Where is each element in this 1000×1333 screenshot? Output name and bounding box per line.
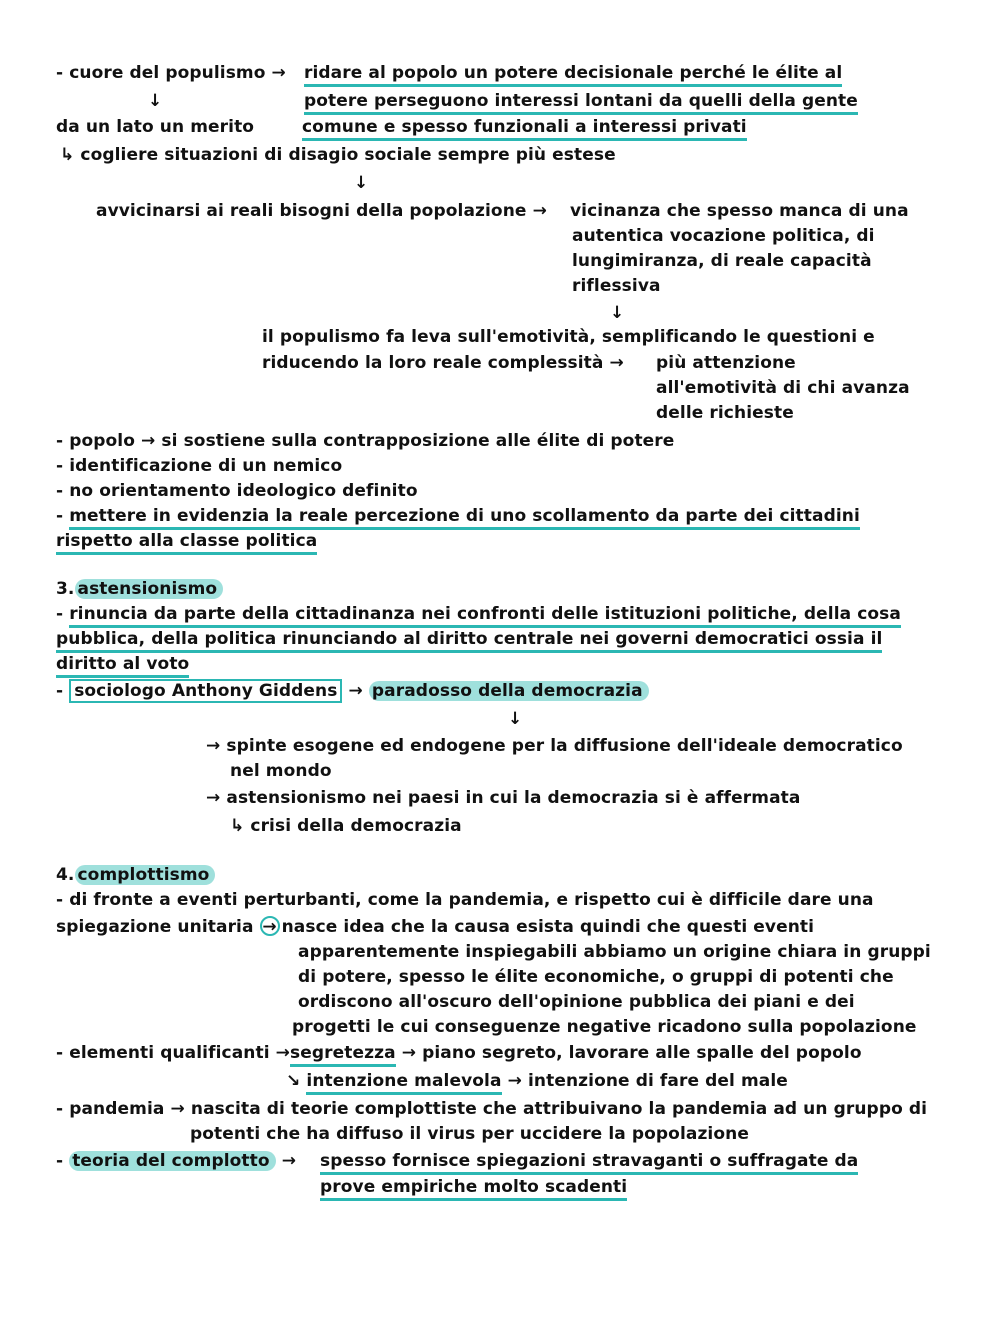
arrow-down-icon: ↓ xyxy=(148,91,163,111)
elementi-qualificanti-line xyxy=(56,1042,862,1064)
bullet-popolo xyxy=(56,430,674,452)
complottismo-line-3: apparentemente inspiegabili abbiamo un origine chiara in gruppi xyxy=(298,942,931,962)
text: popolo xyxy=(69,431,135,451)
populismo-line-12 xyxy=(262,352,624,374)
text: nasce idea che la causa esista quindi che questi eventi xyxy=(281,917,815,937)
hook-arrow-icon: ↳ xyxy=(60,145,75,165)
section-heading-astensionismo xyxy=(56,578,223,600)
paradosso-point-1 xyxy=(206,735,903,757)
dash: - xyxy=(56,890,70,910)
underlined-text: mettere in evidenzia la reale percezione di uno scollamento da parte dei cittadini xyxy=(69,506,860,530)
text: piano segreto, lavorare alle spalle del popolo xyxy=(422,1043,862,1063)
text: crisi della democrazia xyxy=(250,816,462,836)
populismo-line-2-right xyxy=(304,90,858,112)
arrow-down-icon: ↓ xyxy=(508,709,523,729)
dash: - xyxy=(56,431,70,451)
underlined-text: potere perseguono interessi lontani da quelli della gente xyxy=(304,91,858,115)
arrow-right-icon: → xyxy=(401,1043,417,1063)
dash: - xyxy=(56,1099,70,1119)
hook-arrow-icon: ↳ xyxy=(230,816,245,836)
populismo-line-6-right: vicinanza che spesso manca di una xyxy=(570,201,909,221)
section-heading-complottismo xyxy=(56,864,215,886)
astensionismo-def-2 xyxy=(56,628,882,650)
arrow-down-icon: ↓ xyxy=(610,303,625,323)
arrow-right-icon: → xyxy=(206,788,221,808)
arrow-down-icon: ↓ xyxy=(354,173,369,193)
populismo-line-12-right: più attenzione xyxy=(656,353,796,373)
highlighted-text: paradosso della democrazia xyxy=(369,681,649,701)
section-title: complottismo xyxy=(75,865,216,885)
bullet-nemico xyxy=(56,455,342,477)
underlined-text: ridare al popolo un potere decisionale perché le élite al xyxy=(304,63,842,87)
arrow-right-icon: → xyxy=(271,63,286,83)
arrow-right-icon: → xyxy=(532,201,547,221)
section-title: astensionismo xyxy=(75,579,224,599)
text: avvicinarsi ai reali bisogni della popolazione xyxy=(96,201,527,221)
arrow-right-icon: → xyxy=(507,1071,522,1091)
text: di fronte a eventi perturbanti, come la pandemia, e rispetto cui è difficile dare una xyxy=(69,890,874,910)
populismo-line-1 xyxy=(56,62,286,84)
pandemia-line xyxy=(56,1098,927,1120)
complottismo-line-2 xyxy=(56,916,814,938)
complottismo-line-4: di potere, spesso le élite economiche, o gruppi di potenti che xyxy=(298,967,894,987)
populismo-line-7: autentica vocazione politica, di xyxy=(572,226,875,246)
populismo-line-3-right xyxy=(302,116,747,138)
paradosso-point-3 xyxy=(230,815,462,837)
section-number: 4. xyxy=(56,865,75,885)
intenzione-line xyxy=(286,1070,788,1092)
boxed-text: sociologo Anthony Giddens xyxy=(69,679,342,703)
arrow-down-right-icon: ↘ xyxy=(286,1071,301,1091)
text: cogliere situazioni di disagio sociale sempre più estese xyxy=(80,145,616,165)
populismo-line-13: all'emotività di chi avanza xyxy=(656,378,910,398)
dash: - xyxy=(56,681,70,701)
underlined-text: diritto al voto xyxy=(56,654,189,678)
paradosso-point-2 xyxy=(206,787,800,809)
underlined-text: pubblica, della politica rinunciando al diritto centrale nei governi democratici ossia il xyxy=(56,629,882,653)
populismo-line-6-left xyxy=(96,200,547,222)
dash: - xyxy=(56,1151,70,1171)
populismo-line-14: delle richieste xyxy=(656,403,794,423)
underlined-text: rispetto alla classe politica xyxy=(56,531,317,555)
bullet-scollamento xyxy=(56,505,860,527)
text: astensionismo nei paesi in cui la democrazia si è affermata xyxy=(226,788,801,808)
bullet-ideologico xyxy=(56,480,418,502)
populismo-line-3-left: da un lato un merito xyxy=(56,117,255,137)
populismo-line-4 xyxy=(60,144,616,166)
astensionismo-def-3 xyxy=(56,653,189,675)
dash: - xyxy=(56,1043,70,1063)
giddens-line xyxy=(56,680,649,702)
text: no orientamento ideologico definito xyxy=(69,481,418,501)
arrow-right-icon: → xyxy=(141,431,156,451)
dash: - xyxy=(56,506,70,526)
populismo-line-9: riflessiva xyxy=(572,276,661,296)
underlined-text: prove empiriche molto scadenti xyxy=(320,1177,627,1201)
dash: - xyxy=(56,481,70,501)
paradosso-point-1b: nel mondo xyxy=(230,761,332,781)
text: cuore del populismo xyxy=(69,63,266,83)
text: identificazione di un nemico xyxy=(69,456,343,476)
section-number: 3. xyxy=(56,579,75,599)
arrow-right-icon: → xyxy=(206,736,221,756)
astensionismo-def-1 xyxy=(56,603,901,625)
teoria-complotto-right xyxy=(320,1150,858,1172)
text: spinte esogene ed endogene per la diffusione dell'ideale democratico xyxy=(226,736,903,756)
complottismo-line-5: ordiscono all'oscuro dell'opinione pubblica dei piani e dei xyxy=(298,992,855,1012)
teoria-complotto-line xyxy=(56,1150,296,1172)
arrow-right-icon: → xyxy=(275,1043,291,1063)
text: intenzione di fare del male xyxy=(527,1071,788,1091)
highlighted-text: teoria del complotto xyxy=(69,1151,275,1171)
teoria-complotto-right-2 xyxy=(320,1176,627,1198)
populismo-line-11: il populismo fa leva sull'emotività, semplificando le questioni e xyxy=(262,327,875,347)
complottismo-line-1 xyxy=(56,889,874,911)
text: riducendo la loro reale complessità xyxy=(262,353,604,373)
circled-arrow-right-icon: → xyxy=(260,916,280,936)
bullet-scollamento-2 xyxy=(56,530,317,552)
underlined-text: segretezza xyxy=(290,1043,396,1067)
text: elementi qualificanti xyxy=(69,1043,270,1063)
text: si sostiene sulla contrapposizione alle élite di potere xyxy=(161,431,675,451)
complottismo-line-6: progetti le cui conseguenze negative ricadono sulla popolazione xyxy=(292,1017,917,1037)
text: pandemia xyxy=(69,1099,165,1119)
dash: - xyxy=(56,63,70,83)
arrow-right-icon: → xyxy=(281,1151,297,1171)
text: spiegazione unitaria xyxy=(56,917,254,937)
underlined-text: spesso fornisce spiegazioni stravaganti o suffragate da xyxy=(320,1151,858,1175)
populismo-line-8: lungimiranza, di reale capacità xyxy=(572,251,872,271)
pandemia-line-2: potenti che ha diffuso il virus per uccidere la popolazione xyxy=(190,1124,749,1144)
populismo-line-1-right xyxy=(304,62,842,84)
underlined-text: rinuncia da parte della cittadinanza nei confronti delle istituzioni politiche, della cosa xyxy=(69,604,901,628)
underlined-text: intenzione malevola xyxy=(306,1071,501,1095)
dash: - xyxy=(56,604,70,624)
underlined-text: comune e spesso funzionali a interessi privati xyxy=(302,117,747,141)
arrow-right-icon: → xyxy=(348,681,363,701)
arrow-right-icon: → xyxy=(170,1099,185,1119)
dash: - xyxy=(56,456,70,476)
text: nascita di teorie complottiste che attribuivano la pandemia ad un gruppo di xyxy=(190,1099,928,1119)
arrow-right-icon: → xyxy=(609,353,624,373)
